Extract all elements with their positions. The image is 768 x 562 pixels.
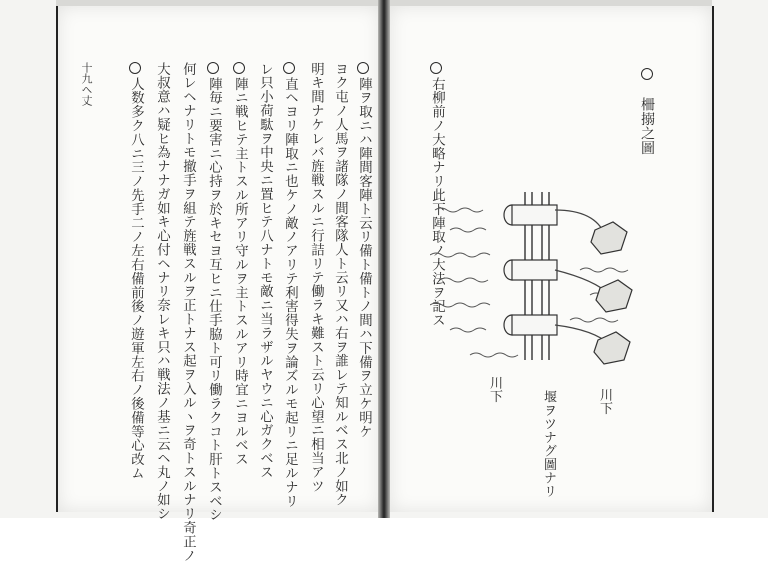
text-column-6 <box>233 62 246 466</box>
title-text: 柵搦之圖 <box>639 97 655 155</box>
log-bundles <box>504 205 557 335</box>
weir-diagram <box>430 170 660 370</box>
circle-mark-icon <box>430 62 442 74</box>
label-weir-caption: 堰ヲツナグ圖ナリ <box>541 390 556 498</box>
text-column-1 <box>357 62 370 438</box>
text-column-10 <box>129 62 142 480</box>
text-column-9 <box>155 62 168 521</box>
text-column-4 <box>283 62 296 508</box>
column-text: 大叔意ハ疑ヒ為ナナガ如キ心付ヘナリ奈レキ只ハ戦法ノ基ニ云ヘ丸ノ如シ <box>154 62 170 521</box>
text-column-8 <box>181 62 194 562</box>
circle-mark-icon <box>129 62 141 74</box>
page-number: 十九ヘ丈 <box>80 62 93 106</box>
column-text: 何レヘナリトモ撤手ヲ組テ旌戦スルヲ正トナス起ヲ入ルヽヲ奇トスルナリ奇正ノ <box>180 62 196 562</box>
circle-mark-icon <box>357 62 369 74</box>
text-column-2 <box>333 62 346 507</box>
column-text: レ只小荷駄ヲ中央ニ置ヒテ八ナトモ敵ニ当ラザルヤウニ心ガクベス <box>257 62 273 479</box>
book-gutter <box>378 0 390 518</box>
column-text: ヨク屯ノ人馬ヲ諸隊ノ間客隊人ト云リ又ハ右ヲ誰レテ知ルベス北ノ如ク <box>332 62 348 507</box>
column-text: 陣ニ戦ヒテ主トスル所アリ守ルヲ主トスルアリ時宜ニヨルベス <box>232 77 248 467</box>
label-river-bottom: 川下 <box>487 376 502 403</box>
label-river-top: 川下 <box>597 388 612 415</box>
column-text: 人数多ク八ニ三ノ先手二ノ左右備前後ノ遊軍左右ノ後備等心改ム <box>128 77 144 481</box>
circle-mark-icon <box>641 68 653 80</box>
note-text: 右柳前ノ大略ナリ此下陣取ノ大法ヲ記ス <box>429 77 445 328</box>
column-text: 陣ヲ取ニハ陣間客陣ト云リ備ト備トノ間ハ下備ヲ立ケ明ケ <box>356 77 372 439</box>
column-text: 陣毎ニ要害ニ心持ヲ於キセヨ互ヒニ仕手脇ト可リ働ラクコト肝トスベシ <box>206 77 222 522</box>
circle-mark-icon <box>207 62 219 74</box>
circle-mark-icon <box>283 62 295 74</box>
diagram-title <box>640 68 654 155</box>
text-column-5 <box>258 62 271 479</box>
circle-mark-icon <box>233 62 245 74</box>
column-text: 明キ間ナケレバ旌戦スルニ行詰リテ働ラキ難スト云リ心望ニ相当アツ <box>308 62 324 493</box>
column-text: 直ヘヨリ陣取ニ也ケノ敵ノアリテ利害得失ヲ論ズルモ起リニ足ルナリ <box>282 77 298 508</box>
text-column-3 <box>309 62 322 493</box>
text-column-7 <box>207 62 220 522</box>
